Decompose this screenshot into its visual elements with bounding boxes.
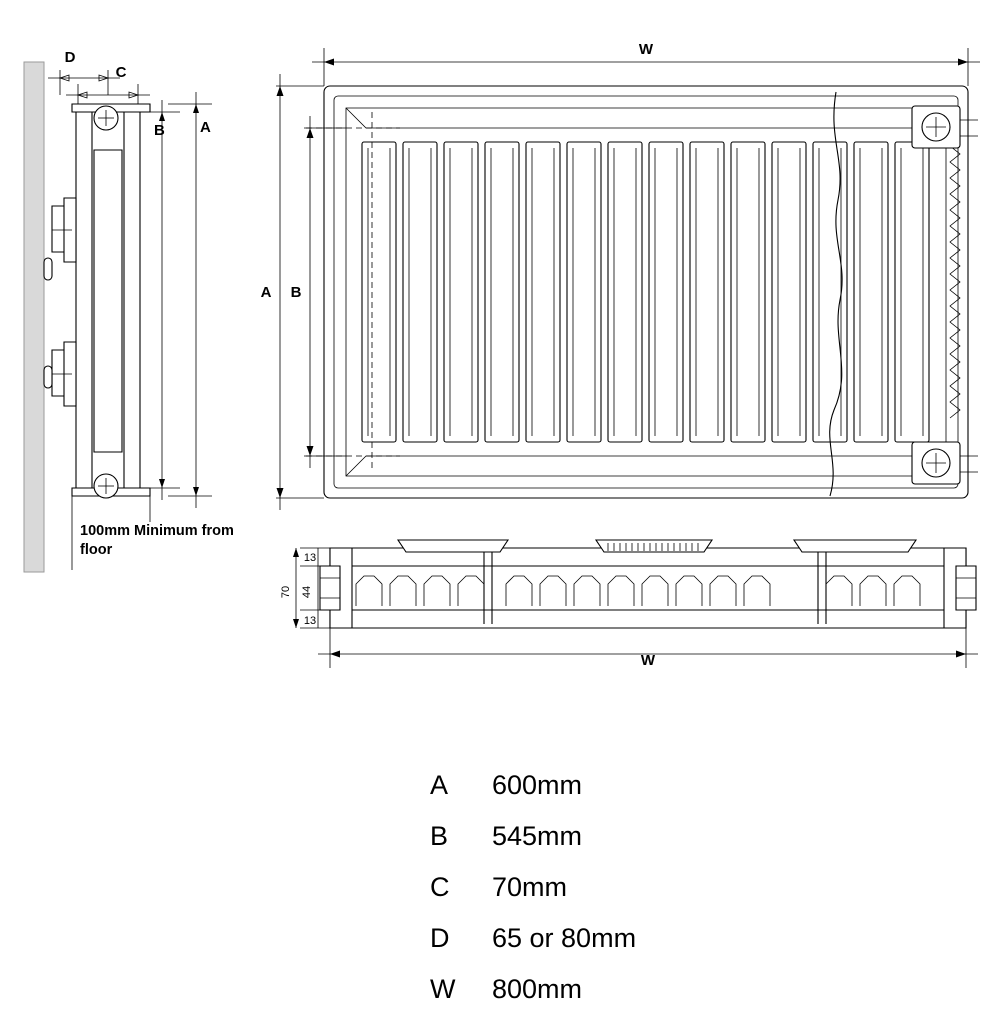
side-view-group bbox=[24, 49, 212, 572]
plan-label-13-bottom: 13 bbox=[303, 615, 317, 627]
side-label-b: B bbox=[154, 122, 165, 139]
plan-label-w: W bbox=[640, 652, 656, 669]
a-arrow-top bbox=[193, 104, 199, 113]
front-view-group bbox=[261, 41, 980, 510]
side-panel-front bbox=[124, 112, 140, 488]
plan-w-arrow-left bbox=[330, 651, 340, 658]
plan-grille-center bbox=[596, 540, 712, 552]
legend-key-b: B bbox=[430, 821, 449, 851]
legend-key-c: C bbox=[430, 872, 450, 902]
front-w-arrow-right bbox=[958, 59, 968, 66]
front-w-arrow-left bbox=[324, 59, 334, 66]
front-a-arrow-bottom bbox=[277, 488, 284, 498]
legend-value-d: 65 or 80mm bbox=[492, 923, 637, 953]
side-label-a: A bbox=[200, 119, 211, 136]
plan-fins-right bbox=[826, 576, 920, 606]
legend-row-b bbox=[430, 821, 850, 872]
b-arrow-bottom bbox=[159, 479, 165, 488]
top-view-group bbox=[280, 540, 978, 669]
front-a-arrow-top bbox=[277, 86, 284, 96]
front-label-w: W bbox=[638, 41, 654, 58]
legend-row-a bbox=[430, 770, 850, 821]
legend-value-c: 70mm bbox=[492, 872, 568, 902]
side-panel-rear bbox=[76, 112, 92, 488]
front-b-arrow-bottom bbox=[307, 446, 314, 456]
legend-value-a: 600mm bbox=[492, 770, 583, 800]
side-label-d: D bbox=[64, 49, 76, 66]
plan-fins-center bbox=[506, 576, 770, 606]
plan-left-tail bbox=[320, 566, 340, 610]
b-arrow-top bbox=[159, 112, 165, 121]
floor-clearance-note: 100mm Minimum from floor bbox=[80, 523, 234, 559]
wall-block bbox=[24, 62, 44, 572]
plan-grille-left bbox=[398, 540, 508, 552]
a-arrow-bottom bbox=[193, 487, 199, 496]
plan-grille-right bbox=[794, 540, 916, 552]
legend-key-a: A bbox=[430, 770, 449, 800]
front-b-arrow-top bbox=[307, 128, 314, 138]
dimension-legend bbox=[430, 770, 850, 1025]
side-label-c: C bbox=[115, 64, 127, 81]
plan-bottom-plate bbox=[330, 610, 966, 628]
plan-w-arrow-right bbox=[956, 651, 966, 658]
plan-label-70: 70 bbox=[280, 585, 292, 599]
bracket-slot-bottom bbox=[44, 366, 52, 388]
legend-value-w: 800mm bbox=[492, 974, 583, 1004]
bracket-slot-top bbox=[44, 258, 52, 280]
legend-row-c bbox=[430, 872, 850, 923]
legend-row-d bbox=[430, 923, 850, 974]
side-convector bbox=[94, 150, 122, 452]
legend-value-b: 545mm bbox=[492, 821, 583, 851]
legend-key-d: D bbox=[430, 923, 450, 953]
front-label-b: B bbox=[290, 284, 302, 301]
plan-label-13-top: 13 bbox=[303, 552, 317, 564]
plan-right-tail bbox=[956, 566, 976, 610]
plan-label-44: 44 bbox=[301, 585, 313, 599]
front-label-a: A bbox=[260, 284, 272, 301]
plan-fins-left bbox=[356, 576, 484, 606]
legend-key-w: W bbox=[430, 974, 456, 1004]
